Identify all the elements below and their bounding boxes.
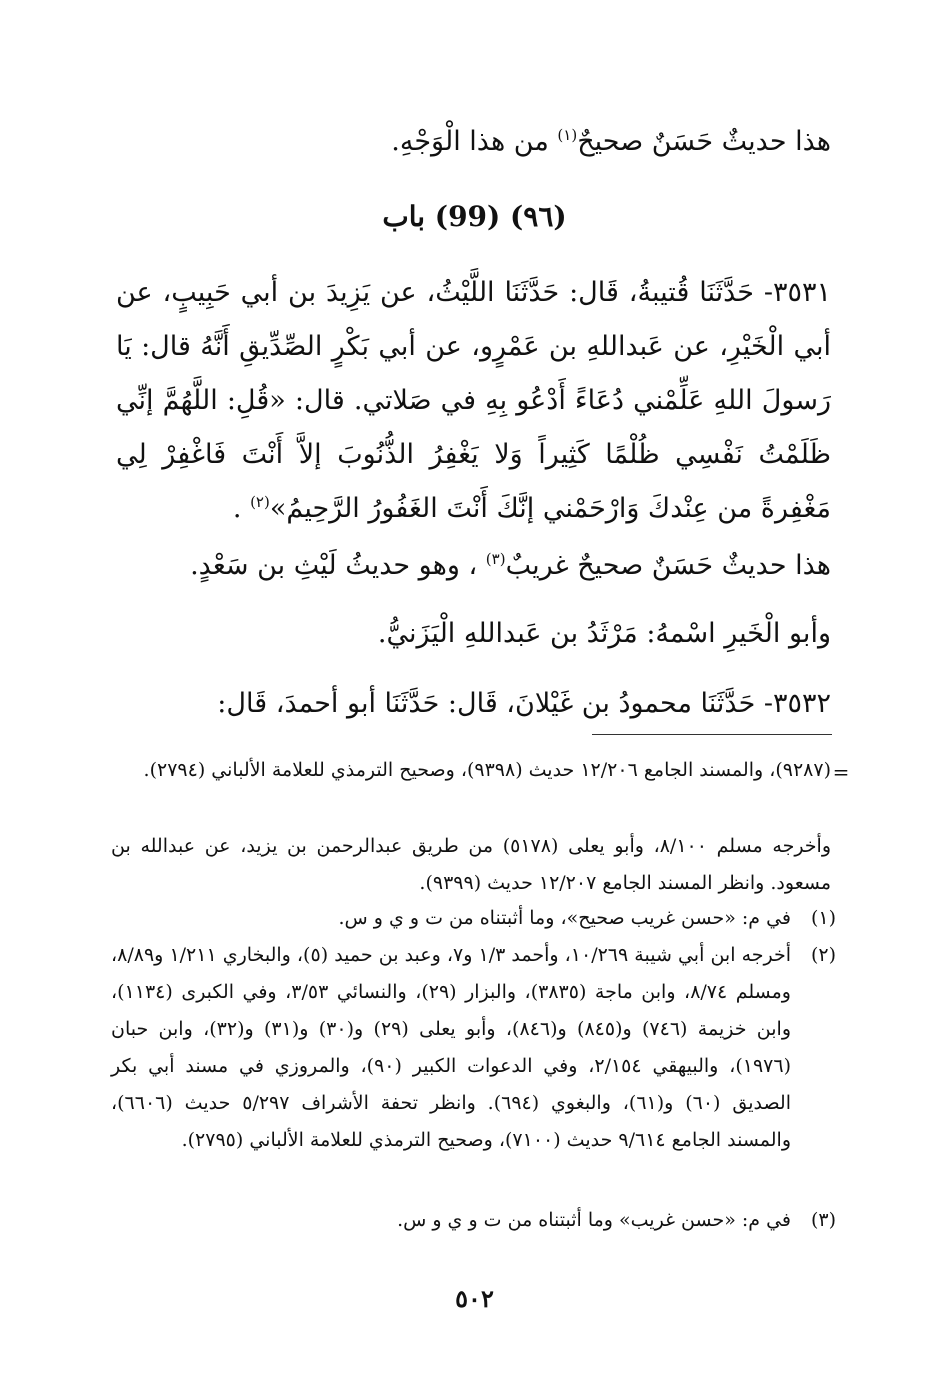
footnote-ref-1[interactable]: (١): [557, 126, 578, 144]
footnote-continuation-marker: =: [832, 760, 850, 784]
chapter-heading: (٩٦) (99) باب: [382, 200, 567, 233]
footnote-ref-3[interactable]: (٣): [485, 550, 506, 568]
intro-text: هذا حديثٌ حَسَنٌ صحيحٌ: [577, 126, 831, 157]
hadith-3531-text: ٣٥٣١- حَدَّثَنَا قُتيبةُ، قَال: حَدَّثَنَا اللَّيْثُ، عن يَزِيدَ بن أبي حَبِيبٍ، عن أبي الْخَيْرِ، عن عَبداللهِ بن عَمْرٍو، عن أبي بَكْرٍ الصِّدِّيقِ أَنَّهُ قال: يَا رَسولَ اللهِ عَلِّمْني دُعَاءً أَدْعُو بِهِ في صَلاتي. قال: «قُلِ: اللَّهُمَّ إنِّي ظَلَمْتُ نَفْسِي ظُلْمًا كَثِيراً وَلا يَغْفِرُ الذُّنُوبَ إلاَّ أَنْتَ فَاغْفِرْ لِي مَغْفِرةً من عِنْدكَ وَارْحَمْني إنَّكَ أَنْتَ الغَفُورُ الرَّحِيمُ»: [116, 277, 831, 524]
grading-rest: ، وهو حديثُ لَيْثِ بن سَعْدٍ.: [190, 550, 486, 581]
footnote-number-3: (٣): [810, 1209, 836, 1231]
footnote-continuation-2: وأخرجه مسلم ٨/١٠٠، وأبو يعلى (٥١٧٨) من طريق عبدالرحمن بن يزيد، عن عبدالله بن مسعود. وانظر المسند الجامع ١٢/٢٠٧ حديث (٩٣٩٩).: [111, 835, 832, 894]
footnote-2: أخرجه ابن أبي شيبة ١٠/٢٦٩، وأحمد ١/٣ و٧، وعبد بن حميد (٥)، والبخاري ١/٢١١ و٨/٨٩، ومسلم ٨/٧٤، وابن ماجة (٣٨٣٥)، والبزار (٢٩)، والنسائي ٣/٥٣، وفي الكبرى (١١٣٤)، وابن خزيمة (٧٤٦) و(٨٤٥) و(٨٤٦)، وأبو يعلى (٢٩) و(٣٠) و(٣١) و(٣٢)، وابن حبان (١٩٧٦)، والبيهقي ٢/١٥٤، وفي الدعوات الكبير (٩٠)، والمروزي في مسند أبي بكر الصديق (٦٠) و(٦١)، والبغوي (٦٩٤). وانظر تحفة الأشراف ٥/٢٩٧ حديث (٦٦٠٦)، والمسند الجامع ٩/٦١٤ حديث (٧١٠٠)، وصحيح الترمذي للعلامة الألباني (٢٧٩٥).: [111, 944, 792, 1151]
footnote-ref-2[interactable]: (٢): [250, 493, 270, 511]
grading-line: [111, 536, 831, 596]
page-number: ٥٠٢: [455, 1284, 494, 1313]
intro-line: [111, 112, 831, 172]
intro-rest: من هذا الْوَجْهِ.: [391, 126, 558, 157]
footnote-number-2: (٢): [810, 944, 836, 966]
hadith-3531-end: .: [232, 493, 251, 524]
name-line: وأبو الْخَيرِ اسْمهُ: مَرْثَدُ بن عَبداللهِ الْيَزَنيُّ.: [377, 618, 831, 649]
footnote-3: في م: «حسن غريب» وما أثبتناه من ت و ي و س.: [397, 1209, 791, 1231]
footnote-number-1: (١): [810, 907, 836, 929]
footnote-continuation-1: (٩٢٨٧)، والمسند الجامع ١٢/٢٠٦ حديث (٩٣٩٨)، وصحيح الترمذي للعلامة الألباني (٢٧٩٤).: [143, 759, 831, 781]
footnote-1: في م: «حسن غريب صحيح»، وما أثبتناه من ت و ي و س.: [338, 907, 791, 929]
hadith-3531: [116, 266, 831, 536]
grading-text: هذا حديثٌ حَسَنٌ صحيحٌ غريبٌ: [505, 550, 831, 581]
footnote-separator: [592, 734, 832, 735]
hadith-3532-line: ٣٥٣٢- حَدَّثَنَا محمودُ بن غَيْلانَ، قَال: حَدَّثَنَا أبو أحمدَ، قَال:: [217, 688, 831, 719]
